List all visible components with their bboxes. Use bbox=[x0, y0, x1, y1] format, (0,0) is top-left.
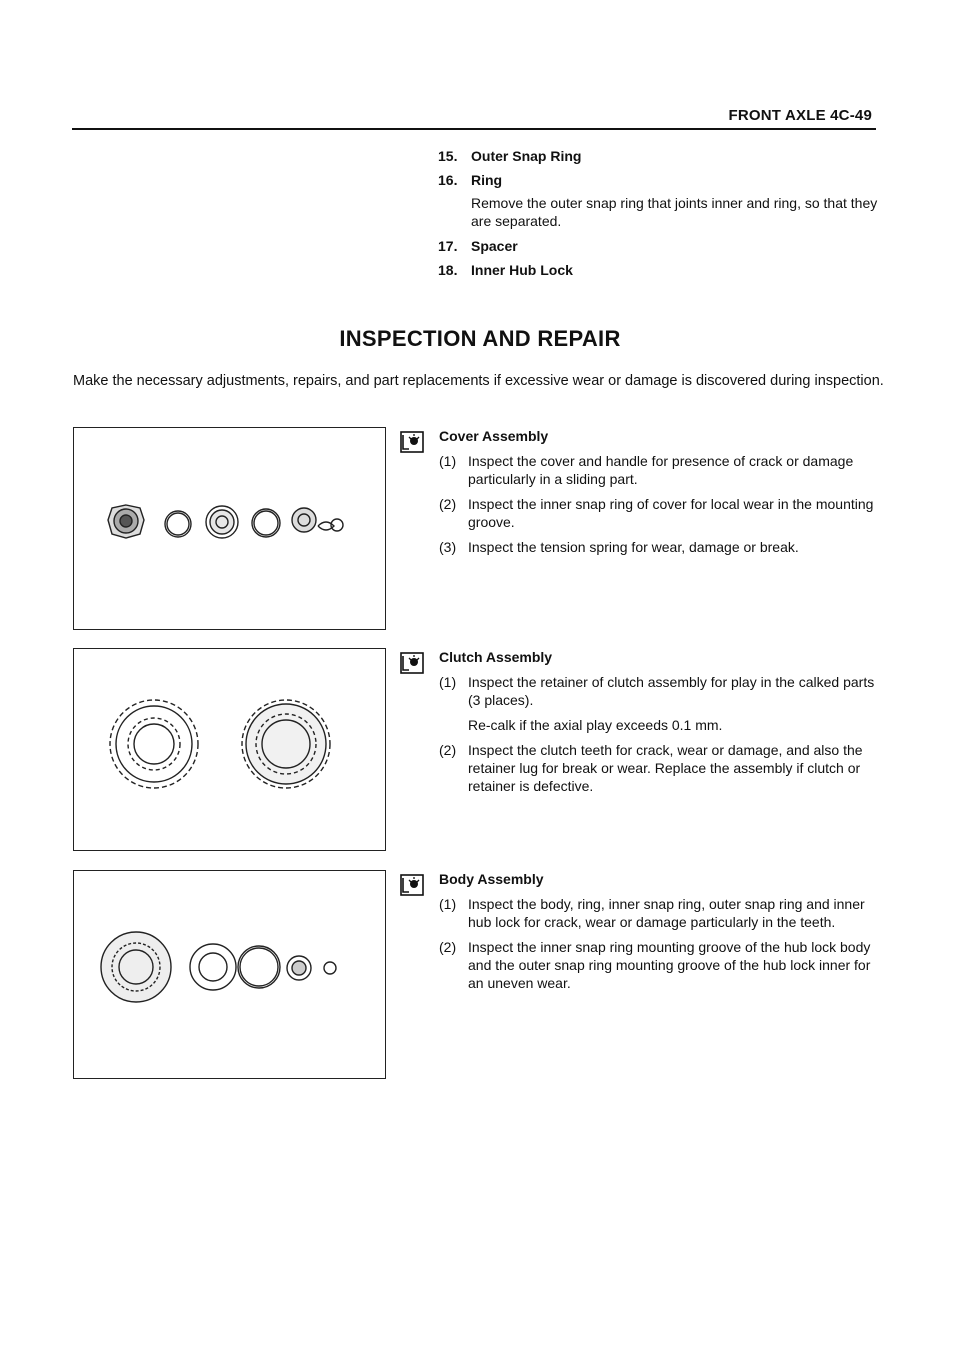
inspection-item bbox=[400, 741, 880, 795]
step-17 bbox=[438, 238, 878, 254]
inspection-item bbox=[400, 452, 880, 488]
item-text: Inspect the body, ring, inner snap ring, outer snap ring and inner hub lock for crack, wear or damage particularly in the teeth. bbox=[468, 896, 865, 930]
step-label: Spacer bbox=[471, 238, 518, 254]
item-text: Inspect the cover and handle for presence of crack or damage particularly in a sliding part. bbox=[468, 453, 854, 487]
disassembly-steps bbox=[438, 148, 878, 286]
step-label: Ring bbox=[471, 172, 503, 188]
header-rule bbox=[72, 128, 876, 130]
step-16 bbox=[438, 172, 878, 230]
item-text: Inspect the inner snap ring mounting groove of the hub lock body and the outer snap ring mounting groove of the hub lock inner for an uneven wear. bbox=[468, 939, 871, 991]
section-title: Body Assembly bbox=[439, 871, 544, 887]
item-number: (2) bbox=[439, 742, 457, 758]
step-number: 15. bbox=[438, 148, 458, 164]
step-number: 18. bbox=[438, 262, 458, 278]
step-number: 16. bbox=[438, 172, 458, 188]
section-title: Clutch Assembly bbox=[439, 649, 553, 665]
item-text: Inspect the inner snap ring of cover for local wear in the mounting groove. bbox=[468, 496, 874, 530]
item-text: Inspect the clutch teeth for crack, wear or damage, and also the retainer lug for break or wear. Replace the assembly if clutch or retainer is defective. bbox=[468, 742, 863, 794]
cover-assembly-section bbox=[400, 427, 880, 556]
intro-paragraph: Make the necessary adjustments, repairs, and part replacements if excessive wear or damage is discovered during inspection. bbox=[73, 373, 884, 389]
item-number: (2) bbox=[439, 496, 457, 512]
step-18 bbox=[438, 262, 878, 278]
step-label: Inner Hub Lock bbox=[471, 262, 573, 278]
item-number: (1) bbox=[439, 896, 457, 912]
clutch-assembly-figure bbox=[73, 648, 386, 851]
inspect-icon bbox=[400, 874, 424, 896]
item-note: Re-calk if the axial play exceeds 0.1 mm. bbox=[468, 717, 723, 733]
page-header-title: FRONT AXLE 4C-49 bbox=[728, 107, 872, 124]
clutch-parts-illustration bbox=[74, 649, 385, 850]
item-text: Inspect the tension spring for wear, damage or break. bbox=[468, 539, 799, 555]
inspect-icon bbox=[400, 652, 424, 674]
cover-parts-illustration bbox=[74, 428, 385, 629]
body-parts-illustration bbox=[74, 871, 385, 1078]
inspection-item bbox=[400, 538, 880, 556]
body-assembly-section bbox=[400, 870, 880, 992]
inspection-item bbox=[400, 938, 880, 992]
item-number: (2) bbox=[439, 939, 457, 955]
cover-assembly-figure bbox=[73, 427, 386, 630]
item-number: (1) bbox=[439, 453, 457, 469]
item-number: (1) bbox=[439, 674, 457, 690]
step-description: Remove the outer snap ring that joints inner and ring, so that they are separated. bbox=[471, 195, 878, 229]
section-heading: INSPECTION AND REPAIR bbox=[339, 326, 621, 351]
inspection-item bbox=[400, 495, 880, 531]
clutch-assembly-section bbox=[400, 648, 880, 795]
item-number: (3) bbox=[439, 539, 457, 555]
step-number: 17. bbox=[438, 238, 458, 254]
section-title: Cover Assembly bbox=[439, 428, 549, 444]
inspection-item bbox=[400, 895, 880, 931]
item-text: Inspect the retainer of clutch assembly for play in the calked parts (3 places). bbox=[468, 674, 875, 708]
step-15 bbox=[438, 148, 878, 164]
inspection-item bbox=[400, 673, 880, 709]
body-assembly-figure bbox=[73, 870, 386, 1079]
inspect-icon bbox=[400, 431, 424, 453]
step-label: Outer Snap Ring bbox=[471, 148, 582, 164]
